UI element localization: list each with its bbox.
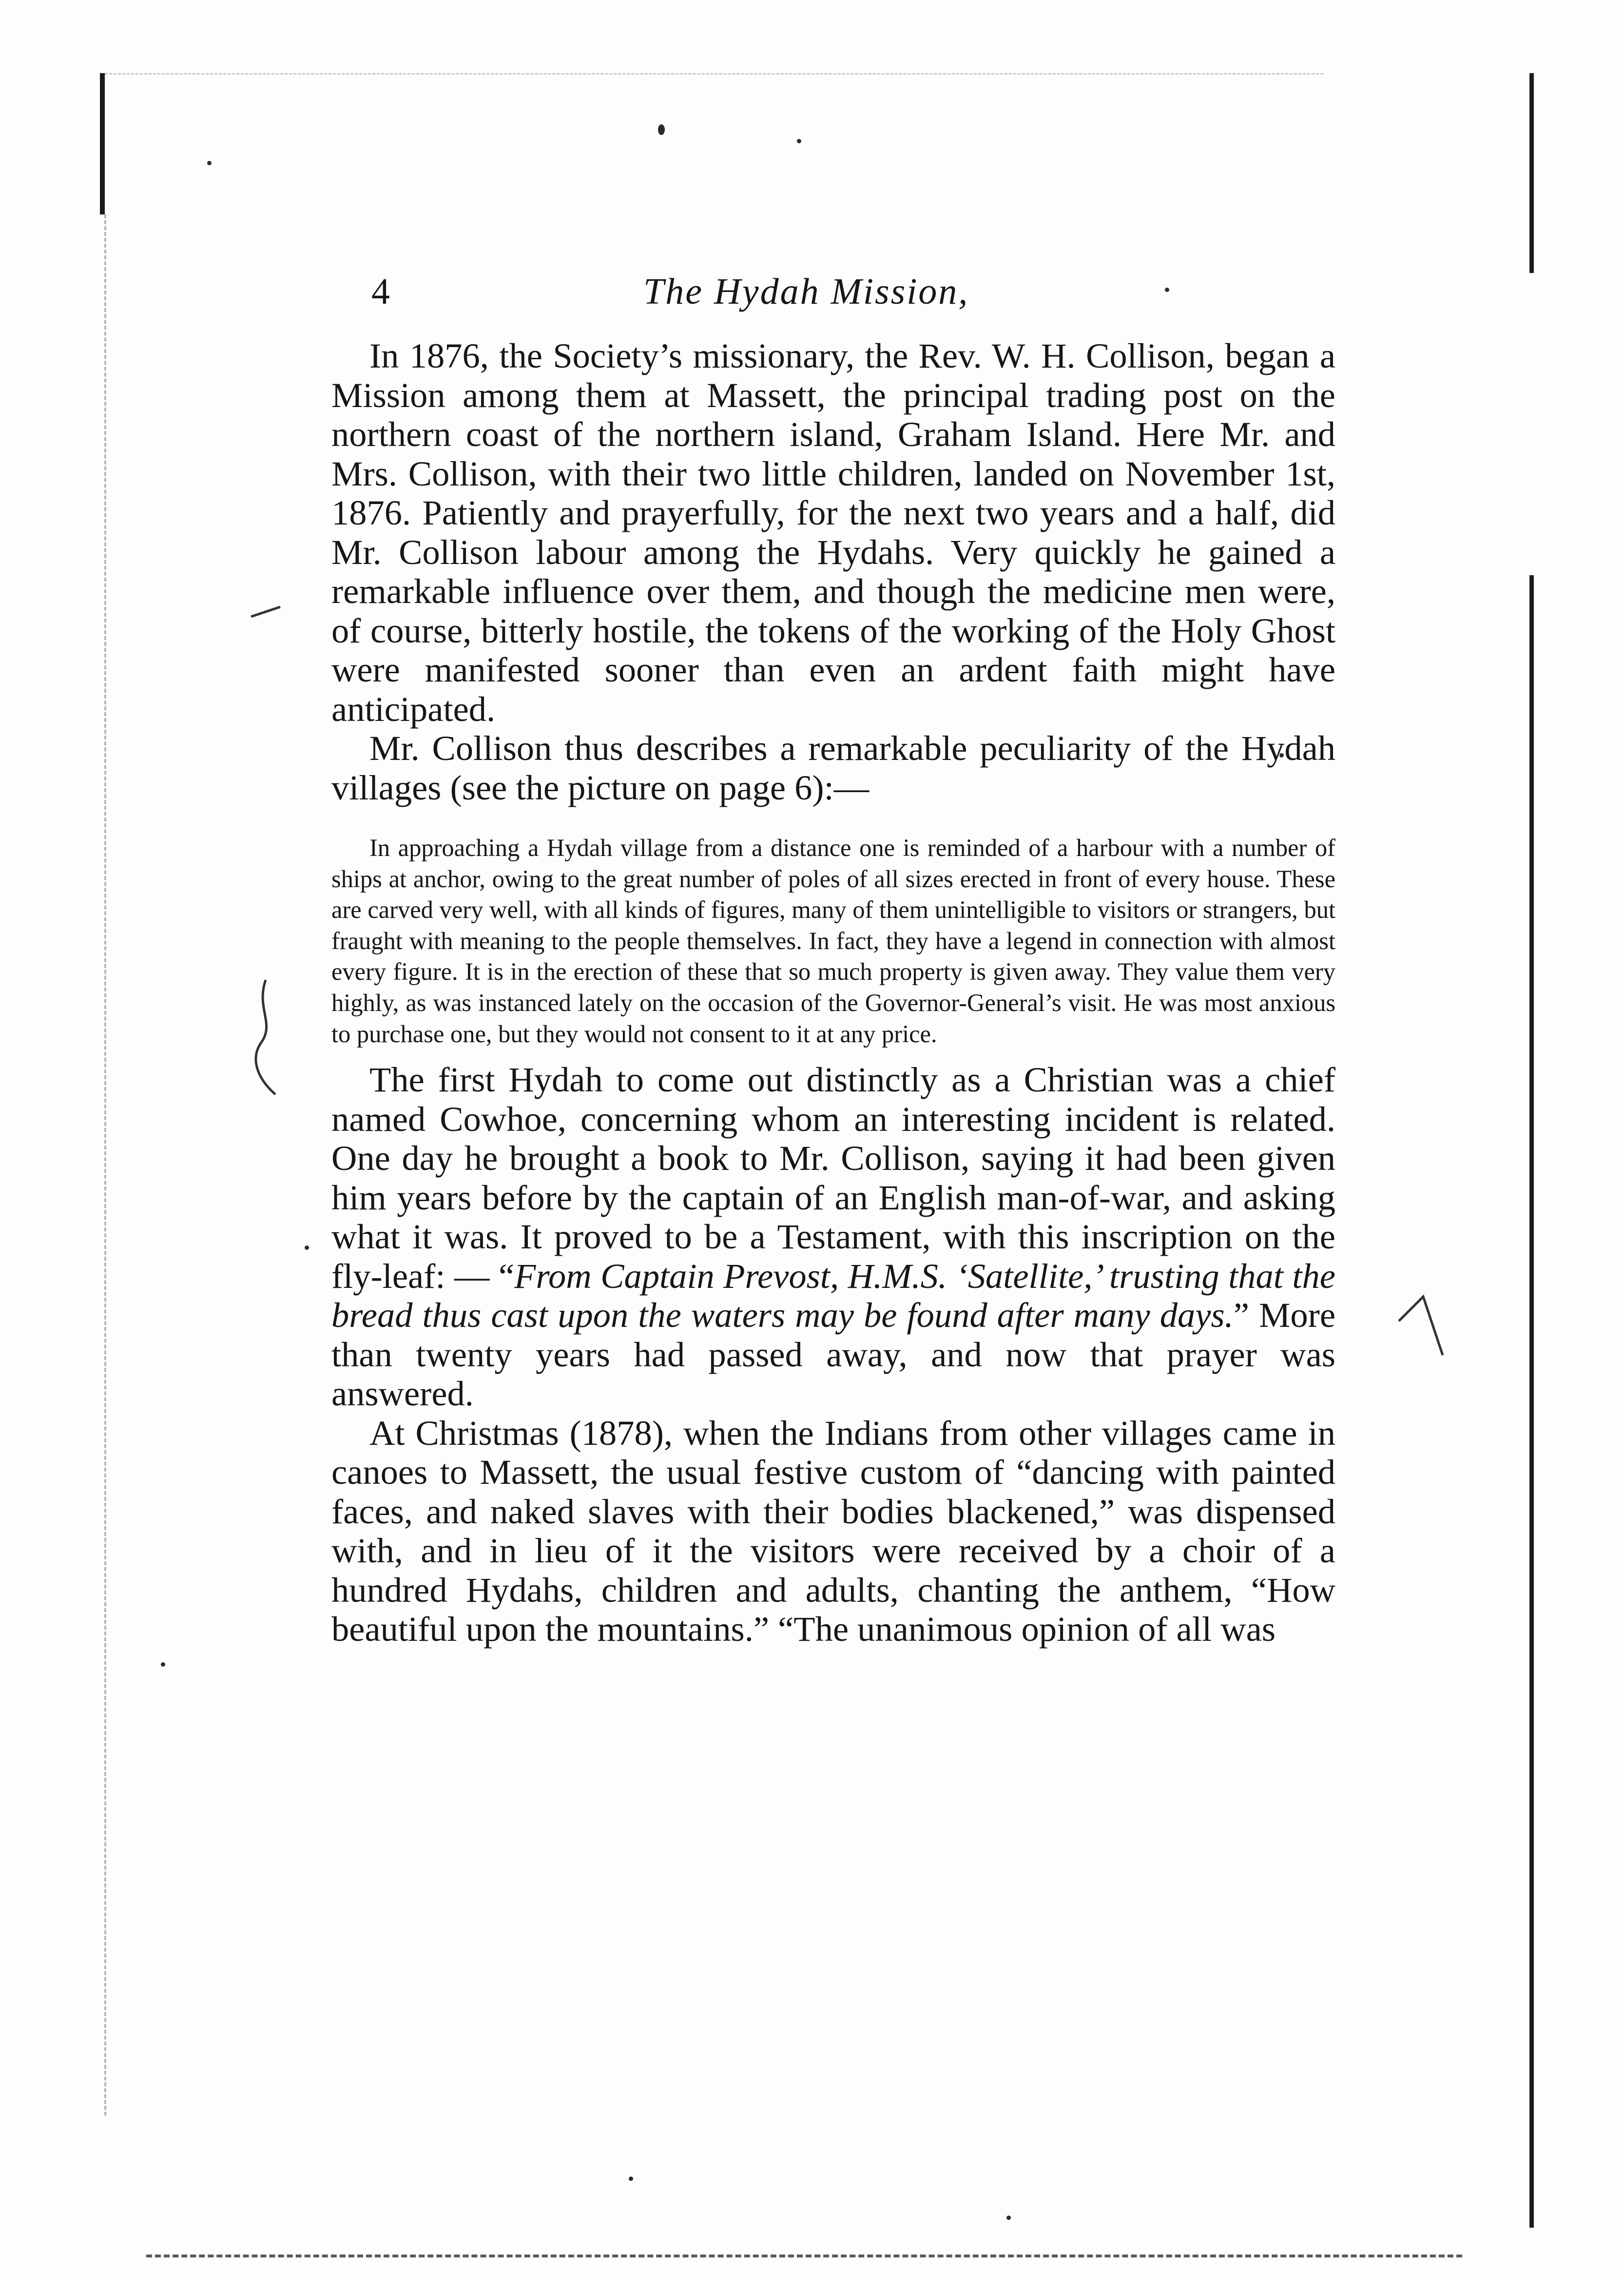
paragraph	[331, 1060, 1335, 1414]
block-quote: In approaching a Hydah village from a distance one is reminded of a harbour with a number of ships at anchor, owing to the great number of poles of all sizes erected in front of every house. These are carved very well, with all kinds of figures, many of them unintelligible to visitors or strangers, but fraught with meaning to the people themselves. In fact, they have a legend in connection with almost every figure. It is in the erection of these that so much property is given away. They value them very highly, as was instanced lately on the occasion of the Governor-General’s visit. He was most anxious to purchase one, but they would not consent to it at any price.	[331, 834, 1335, 1048]
paragraph-text: ” More than twenty years had passed away, and now that prayer was answered.	[331, 1295, 1335, 1414]
paragraph: At Christmas (1878), when the Indians from other villages came in canoes to Massett, the usual festive custom of “dancing with painted faces, and naked slaves with their bodies blackened,” was dispensed with, and in lieu of it the visitors were received by a choir of a hundred Hydahs, children and adults, chanting the anthem, “How beautiful upon the mountains.” “The unanimous opinion of all was	[331, 1413, 1335, 1649]
scan-edge-top	[105, 73, 1323, 75]
scan-speck	[161, 1662, 165, 1667]
page-number: 4	[371, 271, 390, 312]
margin-dash-mark	[249, 604, 283, 619]
inscription-text: From Captain Prevost, H.M.S. ‘Satellite,’ trusting that the bread thus cast upon the waters may be found after many days.	[331, 1256, 1335, 1335]
scan-edge-bottom	[146, 2255, 1462, 2257]
margin-bracket-mark	[246, 980, 290, 1097]
scan-edge-left	[100, 73, 105, 214]
paragraph-text: The first Hydah to come out distinctly as a Christian was a chief named Cowhoe, concerning whom an interesting incident is related. One day he brought a book to Mr. Collison, saying it had been given him years before by the captain of an English man-of-war, and asking what it was. It proved to be a Testament, with this inscription on the fly-leaf: — “	[331, 1060, 1335, 1296]
scan-speck	[1006, 2216, 1011, 2220]
paragraph: Mr. Collison thus describes a remarkable peculiarity of the Hydah villages (see the picture on page 6):—	[331, 728, 1335, 807]
scan-speck	[658, 124, 665, 135]
scan-speck	[207, 161, 212, 165]
paragraph: In 1876, the Society’s missionary, the Rev. W. H. Collison, began a Mission among them at Massett, the principal trading post on the northern coast of the northern island, Graham Island. Here Mr. and Mrs. Collison, with their two little children, landed on November 1st, 1876. Patiently and prayerfully, for the next two years and a half, did Mr. Collison labour among the Hydahs. Very quickly he gained a remarkable influence over them, and though the medicine men were, of course, bitterly hostile, the tokens of the working of the Holy Ghost were manifested sooner than even an ardent faith might have anticipated.	[331, 336, 1335, 729]
running-title: The Hydah Mission,	[643, 271, 969, 312]
scan-edge-left-dashed	[104, 214, 106, 2116]
margin-arrow-mark	[1394, 1287, 1472, 1365]
main-text	[331, 336, 1335, 1649]
scan-speck	[305, 1245, 309, 1250]
scan-edge-right-gap	[1526, 273, 1538, 575]
scan-speck	[1165, 288, 1169, 292]
scan-speck	[797, 139, 801, 143]
scan-speck	[629, 2177, 633, 2181]
